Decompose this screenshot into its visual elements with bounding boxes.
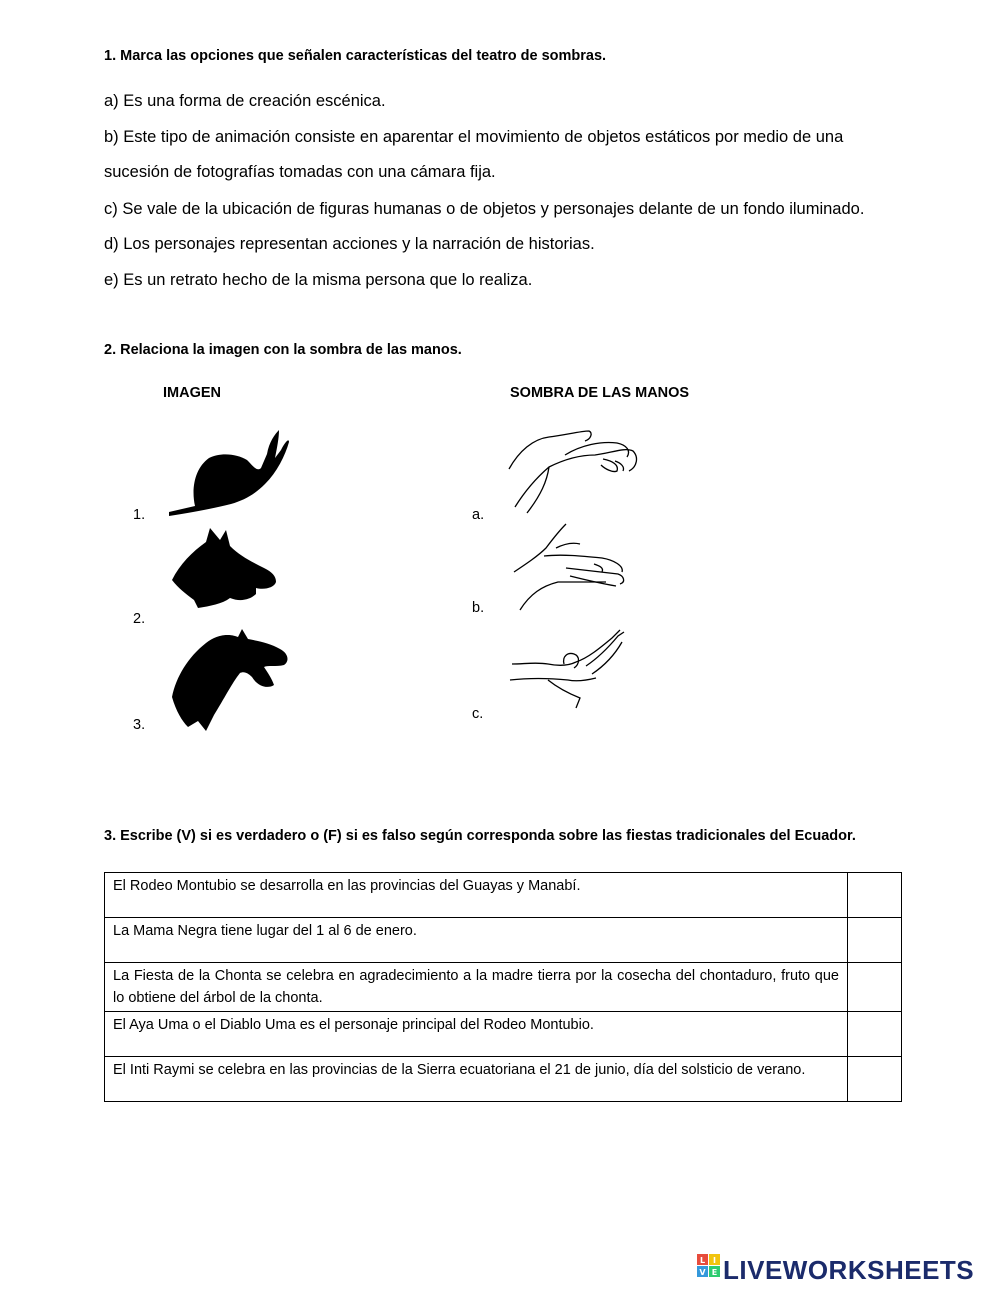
logo-letter-i: I — [713, 1256, 716, 1265]
snail-shadow-image[interactable] — [165, 428, 295, 520]
q1-option-a[interactable]: a) Es una forma de creación escénica. — [104, 92, 386, 110]
answer-input-5[interactable] — [848, 1057, 905, 1099]
hand-drawing-b[interactable] — [510, 520, 630, 614]
question-2-title: 2. Relaciona la imagen con la sombra de las manos. — [104, 342, 462, 358]
table-row — [105, 918, 902, 963]
question-3-title: 3. Escribe (V) si es verdadero o (F) si es falso según corresponda sobre las fiestas tradicionales del Ecuador. — [104, 828, 856, 844]
table-row — [105, 1012, 902, 1057]
statement-cell: El Inti Raymi se celebra en las provincias de la Sierra ecuatoriana el 21 de junio, día del solsticio de verano. — [105, 1057, 848, 1102]
image-number-3: 3. — [133, 717, 146, 733]
column-image-header: IMAGEN — [163, 385, 221, 401]
image-number-2: 2. — [133, 611, 146, 627]
table-row — [105, 873, 902, 918]
answer-cell[interactable] — [848, 1012, 902, 1057]
hand-letter-b: b. — [472, 600, 485, 616]
answer-input-2[interactable] — [848, 918, 905, 960]
hand-letter-c: c. — [472, 706, 484, 722]
answer-input-1[interactable] — [848, 873, 905, 915]
q1-option-b[interactable]: b) Este tipo de animación consiste en aparentar el movimiento de objetos estáticos por medio de una — [104, 128, 844, 146]
true-false-table — [104, 872, 902, 1102]
column-hands-header: SOMBRA DE LAS MANOS — [510, 385, 690, 401]
answer-cell[interactable] — [848, 918, 902, 963]
image-number-1: 1. — [133, 507, 146, 523]
dog-shadow-image[interactable] — [170, 522, 280, 612]
table-row — [105, 1057, 902, 1102]
answer-input-3[interactable] — [848, 963, 905, 1005]
q1-option-e[interactable]: e) Es un retrato hecho de la misma persona que lo realiza. — [104, 271, 533, 289]
logo-letter-l: L — [699, 1256, 706, 1265]
q1-option-b-cont[interactable]: sucesión de fotografías tomadas con una cámara fija. — [104, 163, 496, 181]
q1-option-c[interactable]: c) Se vale de la ubicación de figuras humanas o de objetos y personajes delante de un fondo iluminado. — [104, 200, 865, 218]
hand-drawing-c[interactable] — [508, 628, 633, 712]
hand-drawing-a[interactable] — [505, 425, 645, 517]
answer-input-4[interactable] — [848, 1012, 905, 1054]
hand-letter-a: a. — [472, 507, 485, 523]
answer-cell[interactable] — [848, 963, 902, 1012]
logo-letter-v: V — [699, 1268, 706, 1277]
q1-option-d[interactable]: d) Los personajes representan acciones y la narración de historias. — [104, 235, 595, 253]
llama-shadow-image[interactable] — [168, 627, 293, 732]
statement-cell: El Rodeo Montubio se desarrolla en las provincias del Guayas y Manabí. — [105, 873, 848, 918]
liveworksheets-logo-text: LIVEWORKSHEETS — [723, 1255, 975, 1285]
question-1-title: 1. Marca las opciones que señalen características del teatro de sombras. — [104, 48, 607, 64]
table-row — [105, 963, 902, 1012]
statement-cell: La Mama Negra tiene lugar del 1 al 6 de enero. — [105, 918, 848, 963]
logo-letter-e: E — [711, 1268, 718, 1277]
statement-cell: La Fiesta de la Chonta se celebra en agradecimiento a la madre tierra por la cosecha del chontaduro, fruto que lo obtiene del árbol de la chonta. — [105, 963, 848, 1012]
statement-cell: El Aya Uma o el Diablo Uma es el personaje principal del Rodeo Montubio. — [105, 1012, 848, 1057]
answer-cell[interactable] — [848, 873, 902, 918]
liveworksheets-logo-icon — [697, 1254, 721, 1286]
answer-cell[interactable] — [848, 1057, 902, 1102]
